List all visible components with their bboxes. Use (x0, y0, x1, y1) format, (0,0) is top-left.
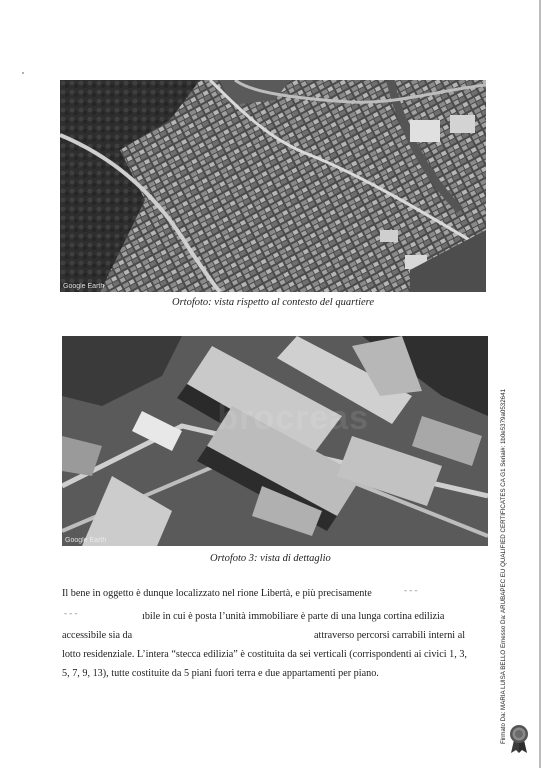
photo-caption-neighborhood: Ortofoto: vista rispetto al contesto del quartiere (172, 297, 375, 308)
photo-caption-detail: Ortofoto 3: vista di dettaglio (210, 553, 331, 564)
aerial-image-neighborhood (60, 80, 486, 292)
scan-edge (539, 0, 541, 768)
body-text-line: attraverso percorsi carrabili interni al (314, 630, 466, 641)
redacted-marks: ‑ ‑ ‑ (404, 585, 418, 595)
redacted-marks: ‑ ‑ ‑ (64, 608, 78, 618)
seal-ribbon-icon (508, 724, 530, 754)
body-text-line: lotto residenziale. L’intera “stecca edilizia” è costituita da sei verticali (corrispondenti ai civici 1, 3, (62, 649, 467, 660)
scan-speck (22, 72, 24, 74)
digital-signature-stamp: Firmato Da: MARIA LUISA BELLO Emesso Da: ARUBAPEC EU QUALIFIED CERTIFICATES CA G1 Serial#: 1b0e5379a0532641 (500, 388, 507, 744)
google-earth-badge: Google Earth (63, 283, 105, 290)
aerial-image-detail (62, 336, 488, 546)
aerial-photo-neighborhood (60, 80, 486, 292)
body-text-line: accessibile sia da (62, 630, 133, 641)
body-text-line: ıbile in cui è posta l’unità immobiliare è parte di una lunga cortina edilizia (142, 611, 445, 622)
body-text-line: Il bene in oggetto è dunque localizzato nel rione Libertà, e più precisamente (62, 588, 372, 599)
aerial-photo-detail (62, 336, 488, 546)
body-text-line: 5, 7, 9, 13), tutte costituite da 5 piani fuori terra e due appartamenti per piano. (62, 668, 379, 679)
google-earth-badge: Google Earth (65, 537, 107, 544)
